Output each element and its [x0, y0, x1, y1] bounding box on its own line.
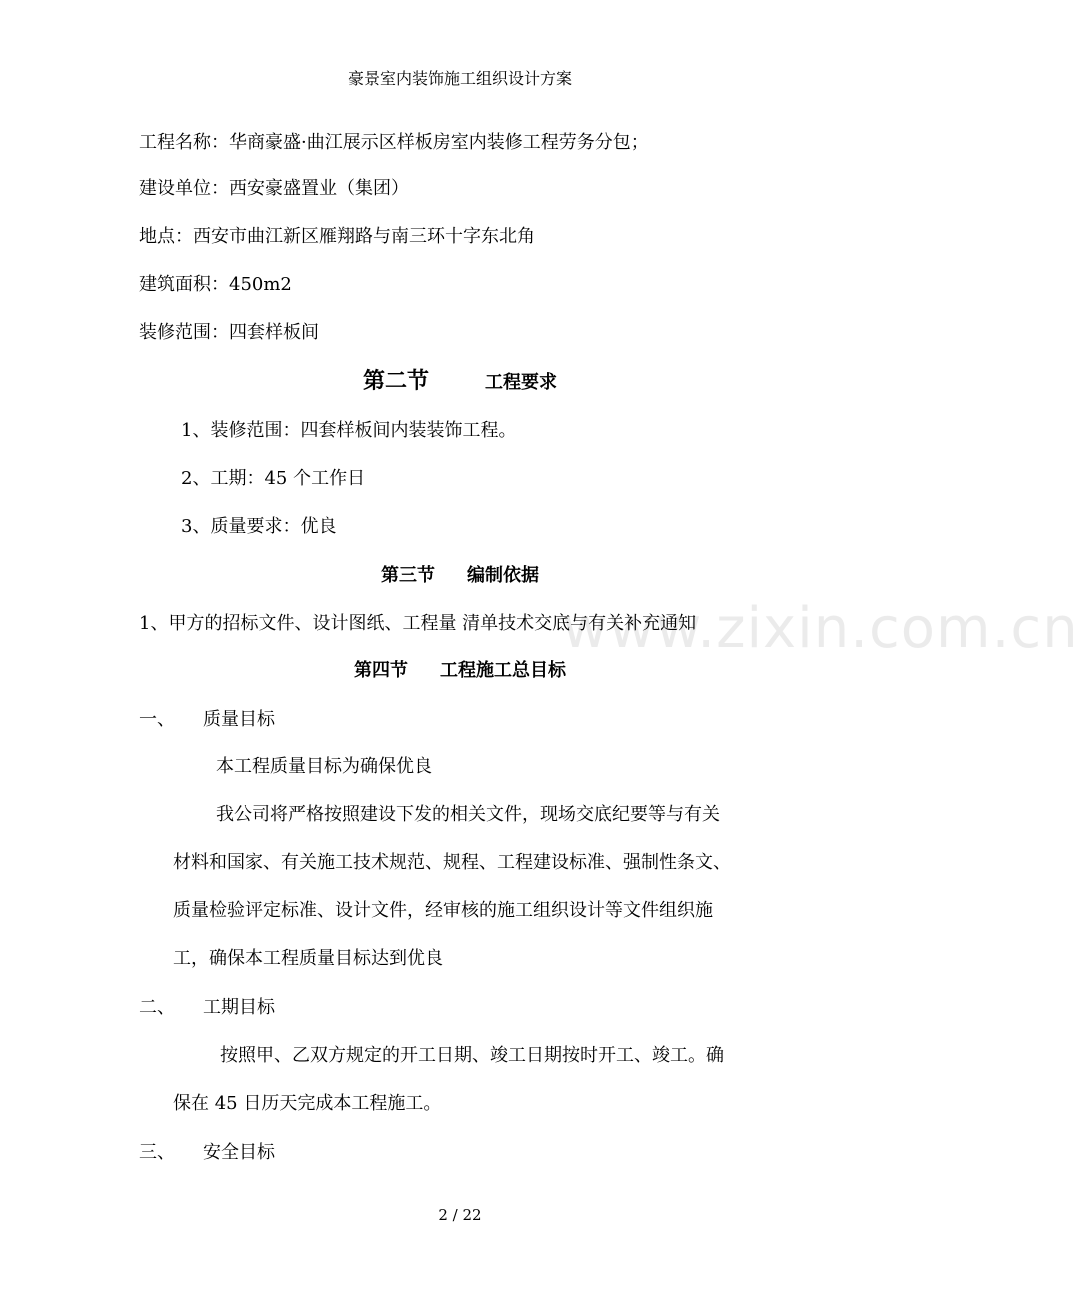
goal-1-paragraph-line: 材料和国家、有关施工技术规范、规程、工程建设标准、强制性条文、: [173, 852, 731, 873]
page-header: 豪景室内装饰施工组织设计方案: [347, 69, 572, 88]
requirement-item: 3、质量要求：优良: [181, 516, 337, 537]
project-name: 工程名称：华商豪盛·曲江展示区样板房室内装修工程劳务分包；: [139, 132, 649, 153]
goal-1-paragraph-1: 本工程质量目标为确保优良: [216, 756, 432, 777]
watermark: www.zixin.com.cn: [562, 596, 1079, 661]
goal-1-paragraph-line: 我公司将严格按照建设下发的相关文件，现场交底纪要等与有关: [216, 804, 720, 825]
goal-1-number: 一、: [139, 709, 175, 730]
goal-2-paragraph-line: 保在 45 日历天完成本工程施工。: [173, 1093, 442, 1114]
location: 地点：西安市曲江新区雁翔路与南三环十字东北角: [139, 226, 535, 247]
page-number: 2 / 22: [438, 1206, 482, 1224]
section-4-title: 工程施工总目标: [440, 660, 566, 681]
building-area: 建筑面积：450m2: [139, 274, 292, 295]
requirement-item: 1、装修范围：四套样板间内装装饰工程。: [181, 420, 517, 441]
section-3-number: 第三节: [381, 565, 435, 586]
construction-unit: 建设单位：西安豪盛置业（集团）: [139, 178, 409, 199]
goal-1-paragraph-line: 质量检验评定标准、设计文件，经审核的施工组织设计等文件组织施: [173, 900, 713, 921]
goal-3-heading: [139, 1138, 275, 1164]
goal-2-paragraph-line: 按照甲、乙双方规定的开工日期、竣工日期按时开工、竣工。确: [220, 1045, 724, 1066]
requirement-item: 2、工期：45 个工作日: [181, 468, 366, 489]
goal-3-title: 安全目标: [203, 1142, 275, 1163]
goal-3-number: 三、: [139, 1142, 175, 1163]
section-4-number: 第四节: [354, 660, 408, 681]
goal-2-heading: [139, 993, 275, 1019]
section-2-title: 工程要求: [485, 372, 557, 393]
section-3-heading: [0, 561, 920, 587]
goal-1-paragraph-line: 工，确保本工程质量目标达到优良: [173, 948, 443, 969]
goal-1-heading: [139, 705, 275, 731]
decoration-scope: 装修范围：四套样板间: [139, 322, 319, 343]
basis-item: 1、甲方的招标文件、设计图纸、工程量 清单技术交底与有关补充通知: [139, 613, 697, 634]
section-3-title: 编制依据: [467, 565, 539, 586]
section-2-number: 第二节: [362, 369, 429, 394]
goal-2-title: 工期目标: [203, 997, 275, 1018]
goal-1-title: 质量目标: [203, 709, 275, 730]
section-2-heading: [0, 364, 920, 395]
goal-2-number: 二、: [139, 997, 175, 1018]
